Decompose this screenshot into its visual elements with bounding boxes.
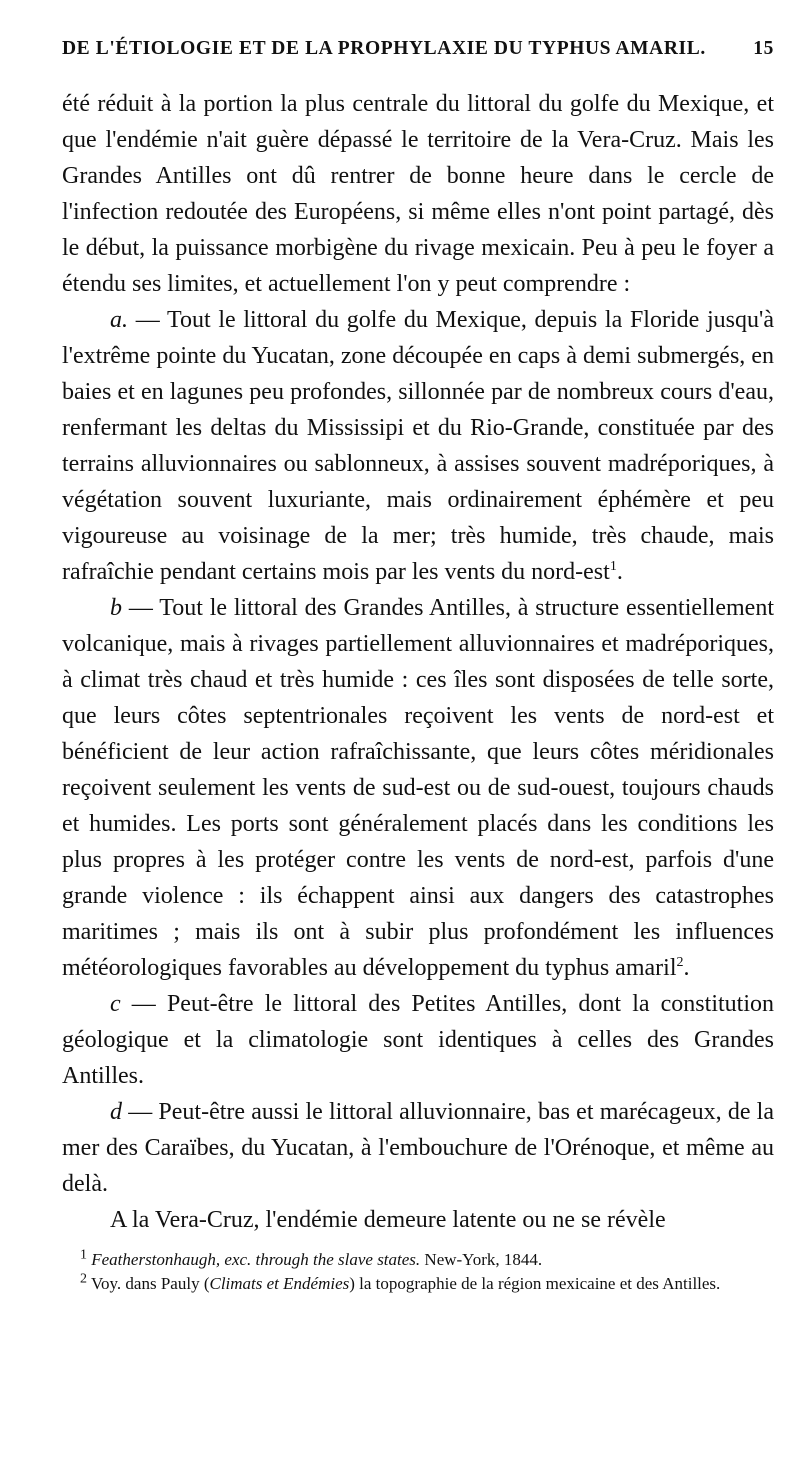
item-d-letter: d [110,1099,122,1125]
footnote-2-rest: ) la topographie de la région mexicaine et des Antilles. [349,1274,721,1293]
footnote-2-mark: 2 [80,1271,87,1287]
item-c-text: — Peut-être le littoral des Petites Antilles, dont la constitution géologique et la climatologie sont identiques à celles des Grandes Antilles. [62,991,774,1089]
footnote-1-rest: New-York, 1844. [420,1250,543,1269]
item-b-text: — Tout le littoral des Grandes Antilles, à structure essentiellement volcanique, mais à rivages partiellement alluvionnaires et madréporiques, à climat très chaud et très humide : ces îles sont disposées de telle sorte, que leurs côtes septentrionales reçoivent les vents de nord-est et bénéficient de leur action rafraîchissante, que leurs côtes méridionales reçoivent seulement les vents de sud-est ou de sud-ouest, toujours chauds et humides. Les ports sont généralement placés dans les conditions les plus propres à les protéger contre les vents de nord-est, parfois d'une grande violence : ils échappent ainsi aux dangers des catastrophes maritimes ; mais ils ont à subir plus profondément les influences météorologiques favorables au développement du typhus amaril [62,595,774,981]
item-a-paragraph [62,302,774,590]
footnote-1 [62,1248,774,1272]
running-header [62,38,774,72]
body-text [62,86,774,1238]
footnote-1-title: Featherstonhaugh, exc. through the slave states. [91,1250,421,1269]
item-b-paragraph [62,590,774,986]
page-number: 15 [753,38,774,59]
item-d-paragraph [62,1094,774,1202]
document-page [62,38,774,1296]
footnote-ref-2: 2 [676,955,684,970]
item-a-letter: a. [110,307,128,333]
footnotes [62,1248,774,1296]
item-d-text: — Peut-être aussi le littoral alluvionnaire, bas et marécageux, de la mer des Caraïbes, du Yucatan, à l'embouchure de l'Orénoque, et même au delà. [62,1099,774,1197]
footnote-2-pre: Voy. dans Pauly ( [90,1274,210,1293]
closing-paragraph: A la Vera-Cruz, l'endémie demeure latente ou ne se révèle [110,1207,666,1233]
item-a-text: — Tout le littoral du golfe du Mexique, depuis la Floride jusqu'à l'extrême pointe du Yucatan, zone découpée en caps à demi submergés, en baies et en lagunes peu profondes, sillonnée par de nombreux cours d'eau, renfermant les deltas du Mississipi et du Rio-Grande, constituée par des terrains alluvionnaires ou sablonneux, à assises souvent madréporiques, à végétation souvent luxuriante, mais ordinairement éphémère et peu vigoureuse au voisinage de la mer; très humide, très chaude, mais rafraîchie pendant certains mois par les vents du nord-est [62,307,774,585]
footnote-2-title: Climats et Endémies [209,1274,350,1293]
footnote-1-mark: 1 [80,1247,87,1263]
item-c-letter: c [110,991,121,1017]
item-b-end: . [683,955,690,981]
footnote-ref-1: 1 [609,559,617,574]
running-title: DE L'ÉTIOLOGIE ET DE LA PROPHYLAXIE DU TYPHUS AMARIL. [62,38,706,59]
intro-paragraph: été réduit à la portion la plus centrale du littoral du golfe du Mexique, et que l'endémie n'ait guère dépassé le territoire de la Vera-Cruz. Mais les Grandes Antilles ont dû rentrer de bonne heure dans le cercle de l'infection redoutée des Européens, si même elles n'ont point partagé, dès le début, la puissance morbigène du rivage mexicain. Peu à peu le foyer a étendu ses limites, et actuellement l'on y peut comprendre : [62,91,774,297]
item-a-end: . [616,559,623,585]
item-b-letter: b [110,595,122,621]
item-c-paragraph [62,986,774,1094]
footnote-2 [62,1272,774,1296]
